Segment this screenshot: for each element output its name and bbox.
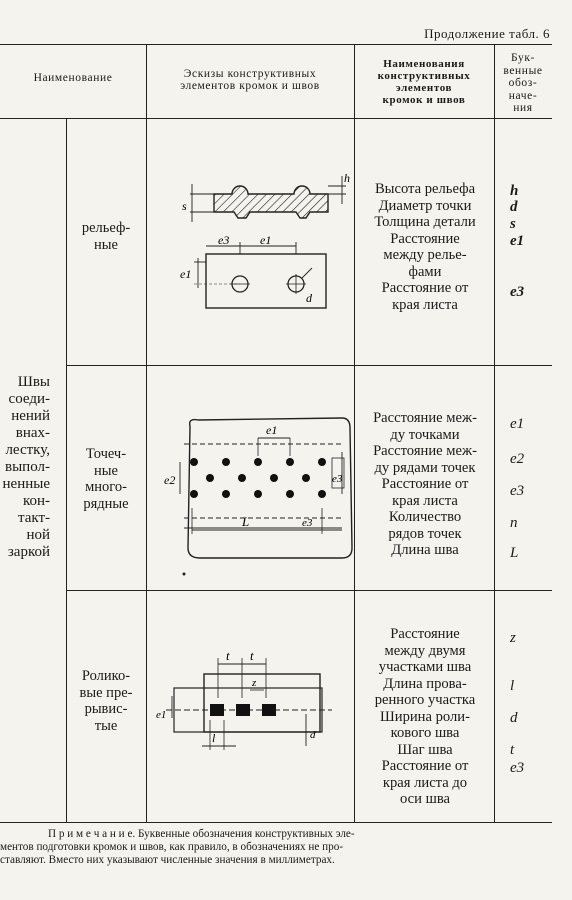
- row-name-line: рядные: [83, 495, 129, 512]
- header-elements-line: Наименования: [383, 58, 465, 70]
- dim-s-label: s: [182, 199, 187, 213]
- element-name: края листа: [392, 296, 458, 313]
- element-name: Расстояние меж-: [373, 443, 477, 459]
- group-name-line: кон-: [22, 493, 50, 509]
- dim-e1-label: e1: [156, 709, 167, 721]
- element-name: Высота рельефа: [374, 181, 476, 197]
- dim-e3-label: e3: [218, 233, 230, 247]
- element-name: кового шва: [390, 725, 460, 741]
- spot-dots: [190, 458, 326, 498]
- dim-e1-label: e1: [266, 423, 278, 437]
- header-name: Наименование: [33, 72, 113, 84]
- header-elements: [354, 58, 494, 106]
- table-bottom-rule: [0, 822, 552, 823]
- row-name-line: рывис-: [84, 701, 128, 717]
- element-name: Количество: [388, 509, 462, 525]
- element-name: Расстояние от: [381, 476, 469, 492]
- element-name: Расстояние от: [381, 758, 469, 774]
- symbol-e2: e2: [510, 451, 525, 467]
- element-name: Расстояние: [390, 230, 460, 247]
- table-continuation-caption: Продолжение табл. 6: [424, 26, 550, 41]
- footnote: [0, 828, 572, 867]
- header-symbols-line: венные: [503, 64, 543, 77]
- dim-l-label: l: [212, 731, 216, 745]
- element-name: ду точками: [390, 426, 460, 443]
- element-name: участками шва: [378, 659, 472, 675]
- dim-e3-label: e3: [332, 473, 343, 485]
- element-name: между двумя: [384, 642, 466, 659]
- element-name: края листа до: [382, 774, 468, 791]
- group-name: [0, 374, 50, 561]
- footnote-line: ментов подготовки кромок и швов, как правило, в обозначениях не про-: [0, 841, 344, 853]
- row-name-line: рельеф-: [81, 220, 131, 236]
- header-elements-line: элементов: [395, 82, 453, 94]
- group-name-line: такт-: [17, 510, 50, 526]
- element-name: фами: [408, 263, 442, 280]
- row1-bottom-rule: [66, 365, 552, 366]
- symbol-e3: e3: [510, 284, 525, 300]
- roller-elements: [355, 626, 495, 808]
- weld-segment-3: [262, 704, 276, 716]
- group-name-line: ной: [26, 527, 50, 543]
- element-name: ду рядами точек: [374, 459, 476, 476]
- header-symbols: [494, 52, 552, 115]
- element-name: Толщина детали: [374, 214, 476, 230]
- row-name-relief: [66, 220, 146, 253]
- spot-plate-outline: [188, 418, 352, 558]
- dim-e2-label: e2: [164, 473, 176, 487]
- dim-t1-label: t: [226, 648, 230, 663]
- element-name: оси шва: [399, 791, 450, 807]
- dim-e1-vertical-label: e1: [180, 267, 192, 281]
- symbol-h: h: [510, 183, 519, 199]
- dim-z-label: z: [252, 677, 257, 689]
- element-name: между рельe-: [383, 247, 467, 263]
- group-name-line: внах-: [15, 425, 50, 441]
- group-name-line: выпол-: [5, 459, 50, 475]
- row-name-line: Точеч-: [85, 446, 127, 462]
- symbol-t: t: [510, 742, 515, 758]
- header-symbols-line: наче-: [508, 89, 538, 102]
- dim-L-label: L: [242, 514, 250, 529]
- symbol-d: d: [510, 199, 518, 215]
- footnote-line: П р и м е ч а н и е. Буквенные обозначения конструктивных эле-: [48, 828, 355, 840]
- header-symbols-line: обоз-: [508, 77, 538, 89]
- group-name-line: лестку,: [5, 442, 50, 458]
- group-name-line: нений: [11, 408, 50, 424]
- weld-segment-1: [210, 704, 224, 716]
- symbol-z: z: [510, 630, 516, 646]
- symbol-l: l: [510, 678, 515, 694]
- relief-section: [214, 186, 328, 218]
- element-name: Шаг шва: [397, 741, 453, 758]
- row-name-line: ные: [94, 462, 118, 479]
- header-bottom-rule: [0, 118, 552, 119]
- element-name: рядов точек: [388, 525, 462, 542]
- element-name: Длина прова-: [383, 675, 467, 692]
- symbol-e1: e1: [510, 416, 525, 432]
- row-name-line: вые пре-: [79, 684, 133, 701]
- header-symbols-line: ния: [513, 102, 533, 114]
- symbol-L: L: [510, 545, 519, 561]
- dim-d-label: d: [306, 291, 312, 305]
- header-sketches-line: элементов кромок и швов: [180, 80, 320, 92]
- header-sketches-line: Эскизы конструктивных: [183, 68, 317, 80]
- group-name-line: соеди-: [8, 391, 50, 407]
- header-sketches: [146, 68, 354, 92]
- element-name: Диаметр точки: [378, 197, 472, 214]
- weld-segment-2: [236, 704, 250, 716]
- dim-h-label: h: [344, 171, 350, 185]
- symbol-n: n: [510, 515, 518, 531]
- symbol-s: s: [510, 216, 516, 232]
- header-symbols-line: Бук-: [511, 52, 535, 64]
- spot-weld-sketch: [146, 408, 354, 578]
- element-name: Расстояние от: [381, 280, 469, 296]
- table-top-rule: [0, 44, 552, 45]
- symbol-e3: e3: [510, 760, 525, 776]
- row-name-line: много-: [85, 479, 127, 495]
- symbol-d: d: [510, 710, 518, 726]
- group-name-line: заркой: [7, 544, 50, 560]
- dim-e3b-label: e3: [302, 517, 313, 529]
- element-name: Длина шва: [391, 542, 459, 558]
- element-name: края листа: [392, 492, 458, 509]
- element-name: ренного участка: [374, 692, 476, 708]
- element-name: Ширина роли-: [380, 708, 470, 725]
- dim-t2-label: t: [250, 648, 254, 663]
- row-name-line: тые: [94, 717, 118, 734]
- symbol-e1: e1: [510, 233, 525, 249]
- dim-e1-label: e1: [260, 233, 272, 247]
- symbol-e3: e3: [510, 483, 525, 499]
- element-name: Расстояние: [390, 626, 460, 642]
- spot-elements: [355, 410, 495, 559]
- roller-weld-sketch: [146, 636, 354, 776]
- dim-d-label: d: [310, 729, 316, 741]
- header-elements-line: конструктивных: [377, 70, 471, 82]
- row-name-line: Ролико-: [81, 668, 131, 684]
- group-name-line: Швы: [17, 374, 50, 390]
- footnote-line: ставляют. Вместо них указывают численные значения в миллиметрах.: [0, 854, 335, 866]
- relief-elements: [355, 181, 495, 313]
- row2-bottom-rule: [66, 590, 552, 591]
- relief-sketch: [146, 170, 354, 330]
- roller-upper-plate: [204, 674, 320, 732]
- row-name-spot-multirow: [66, 446, 146, 512]
- element-name: Расстояние меж-: [373, 410, 477, 426]
- group-name-line: ненные: [2, 476, 50, 492]
- row-name-roller-intermittent: [66, 668, 146, 734]
- row-name-line: ные: [94, 236, 118, 253]
- header-elements-line: кромок и швов: [382, 94, 466, 106]
